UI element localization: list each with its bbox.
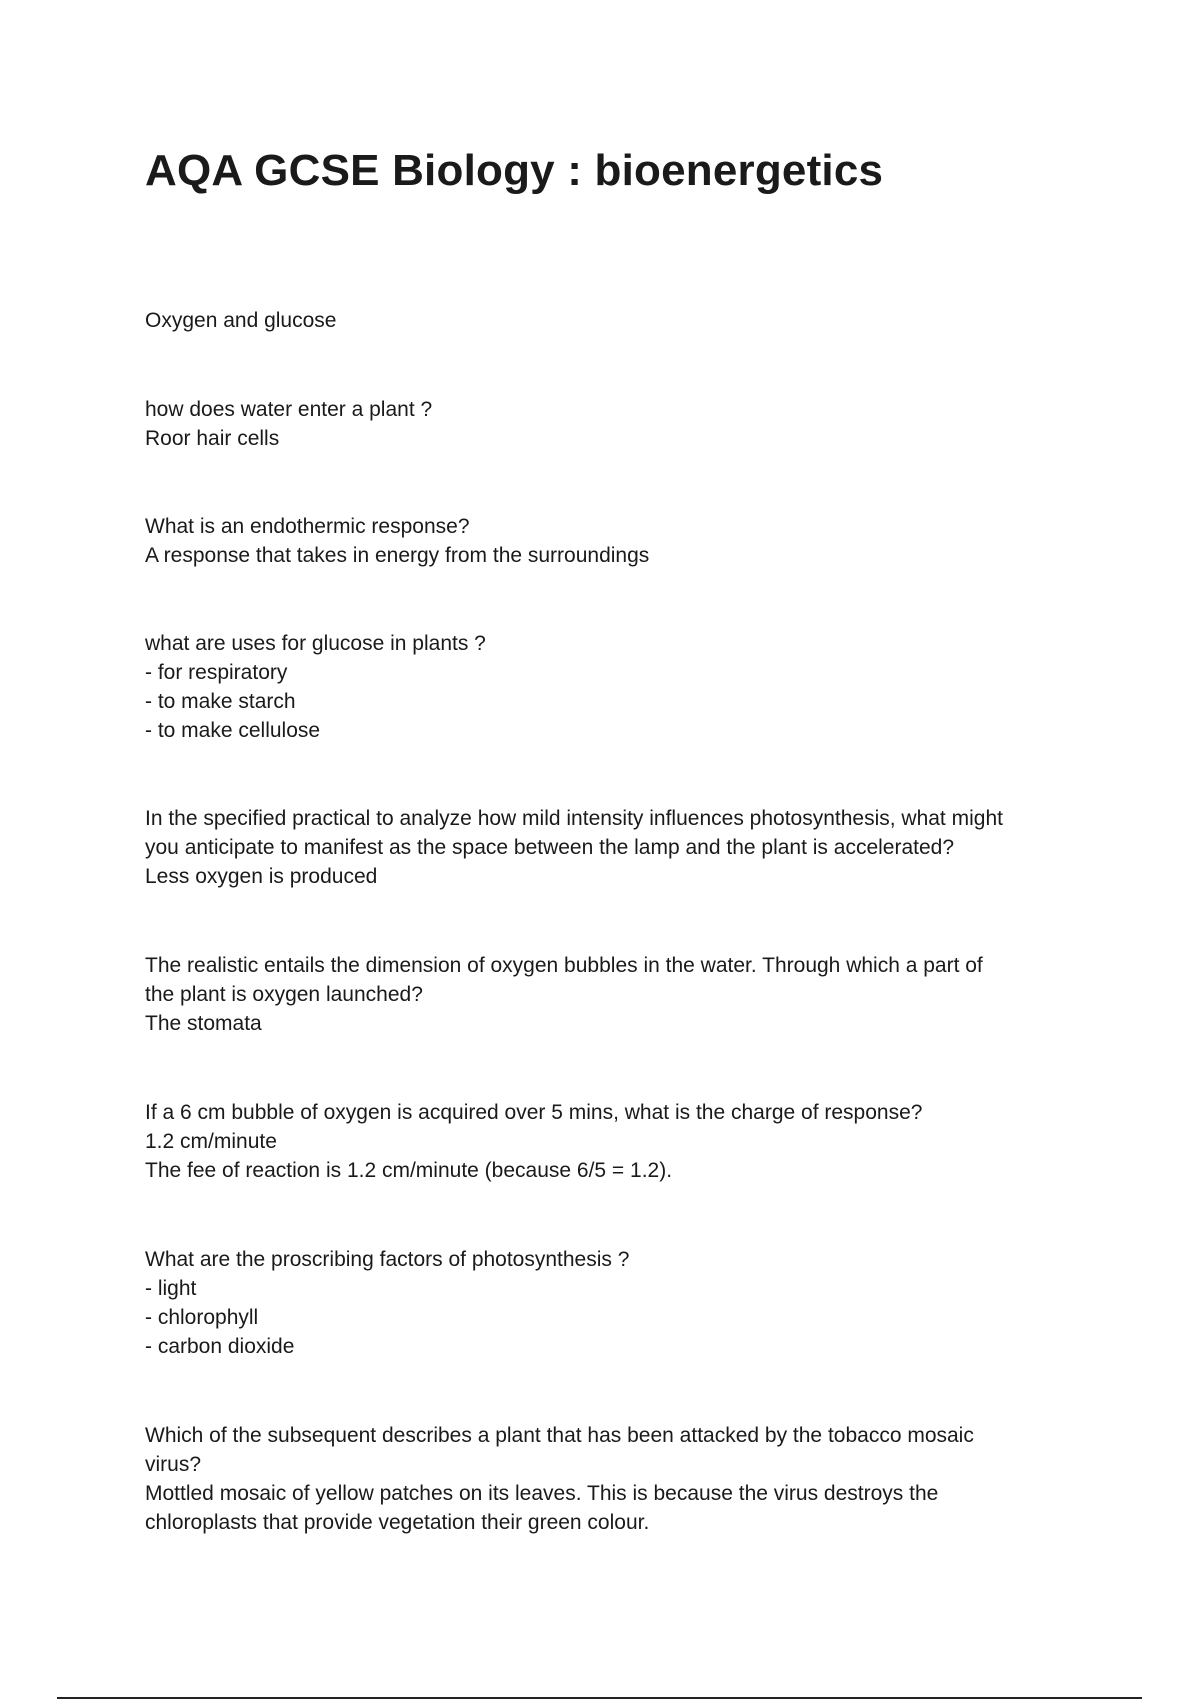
text-line: Oxygen and glucose [145,309,337,332]
answer-list-item: - for respiratory [145,661,288,684]
qa-block-rate-of-reaction [145,1098,1075,1185]
document-title: AQA GCSE Biology : bioenergetics [145,146,884,195]
qa-block-oxygen-release [145,951,1075,1038]
question-text: What is an endothermic response? [145,515,470,538]
answer-text: chloroplasts that provide vegetation their green colour. [145,1511,650,1534]
qa-block-limiting-factors [145,1245,1075,1361]
answer-text: 1.2 cm/minute [145,1130,277,1153]
answer-text: Roor hair cells [145,427,280,450]
section-heading-oxygen-glucose [145,306,1075,335]
question-text: what are uses for glucose in plants ? [145,632,486,655]
answer-list-item: - to make starch [145,690,296,713]
answer-text: Less oxygen is produced [145,865,378,888]
answer-text: The fee of reaction is 1.2 cm/minute (because 6/5 = 1.2). [145,1159,673,1182]
answer-list-item: - carbon dioxide [145,1335,295,1358]
question-text: you anticipate to manifest as the space between the lamp and the plant is accelerated? [145,836,955,859]
question-text: Which of the subsequent describes a plant that has been attacked by the tobacco mosaic [145,1424,974,1447]
question-text: virus? [145,1453,202,1476]
question-text: In the specified practical to analyze how mild intensity influences photosynthesis, what might [145,807,1003,830]
answer-text: A response that takes in energy from the surroundings [145,544,650,567]
qa-block-glucose-uses [145,629,1075,745]
answer-list-item: - to make cellulose [145,719,321,742]
qa-block-endothermic [145,512,1075,570]
question-text: The realistic entails the dimension of oxygen bubbles in the water. Through which a part of [145,954,983,977]
question-text: the plant is oxygen launched? [145,983,423,1006]
answer-list-item: - chlorophyll [145,1306,259,1329]
qa-block-tobacco-mosaic-virus [145,1421,1075,1537]
qa-block-water-entry [145,395,1075,453]
question-text: If a 6 cm bubble of oxygen is acquired over 5 mins, what is the charge of response? [145,1101,923,1124]
qa-block-light-intensity [145,804,1075,891]
answer-list-item: - light [145,1277,197,1300]
footer-divider [57,1697,1142,1699]
question-text: What are the proscribing factors of photosynthesis ? [145,1248,630,1271]
answer-text: The stomata [145,1012,262,1035]
question-text: how does water enter a plant ? [145,398,433,421]
answer-text: Mottled mosaic of yellow patches on its leaves. This is because the virus destroys the [145,1482,939,1505]
